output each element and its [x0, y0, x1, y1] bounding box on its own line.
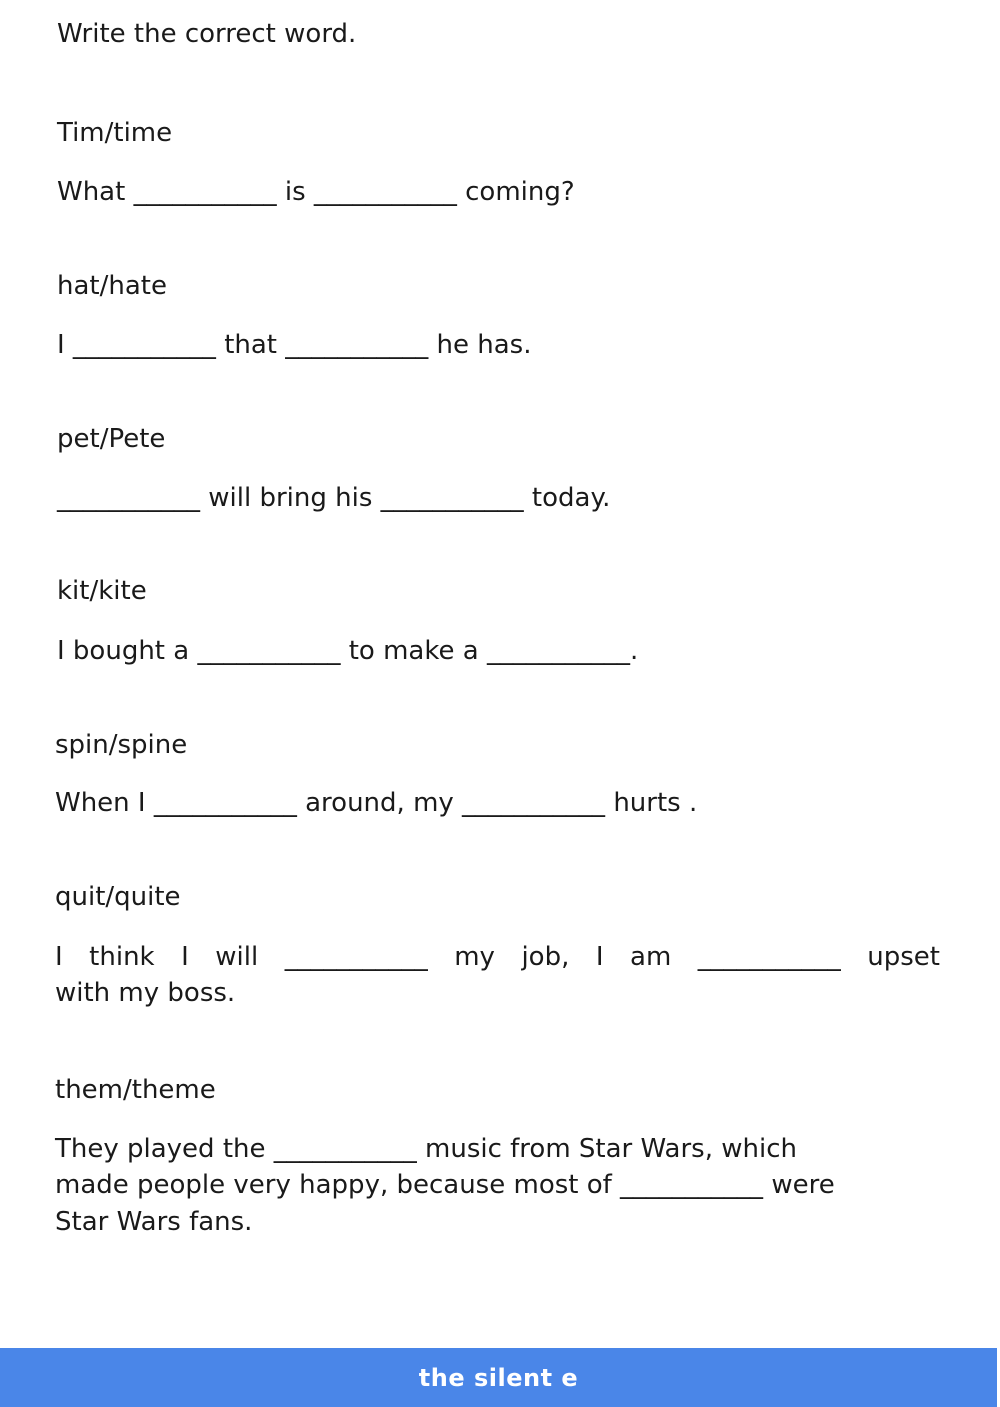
sentence-6-line-2: with my boss.: [55, 978, 236, 1008]
word: I: [595, 942, 604, 972]
word: think: [89, 942, 155, 972]
word: I: [181, 942, 189, 972]
word-pair-3: pet/Pete: [57, 424, 166, 454]
word: job,: [521, 942, 570, 972]
blank: ___________: [284, 942, 428, 972]
footer-bar: [0, 1348, 997, 1407]
word-pair-4: kit/kite: [57, 576, 147, 606]
word-pair-6: quit/quite: [55, 882, 181, 912]
sentence-5: When I ___________ around, my ___________ hurts .: [55, 788, 698, 818]
word-pair-1: Tim/time: [57, 118, 173, 148]
sentence-1: What ___________ is ___________ coming?: [57, 177, 575, 207]
word: I: [55, 942, 63, 972]
sentence-7-line-3: Star Wars fans.: [55, 1207, 253, 1237]
word-pair-2: hat/hate: [57, 271, 167, 301]
word: my: [454, 942, 495, 972]
word: upset: [867, 942, 940, 972]
word-pair-7: them/theme: [55, 1075, 216, 1105]
sentence-4: I bought a ___________ to make a ___________.: [57, 636, 639, 666]
sentence-3: ___________ will bring his ___________ today.: [57, 483, 611, 513]
footer-title: the silent e: [418, 1363, 579, 1392]
word-pair-5: spin/spine: [55, 730, 188, 760]
instructions: Write the correct word.: [57, 19, 357, 49]
sentence-7-line-2: made people very happy, because most of ___________ were: [55, 1170, 835, 1200]
blank: ___________: [697, 942, 841, 972]
sentence-2: I ___________ that ___________ he has.: [57, 330, 532, 360]
word: will: [215, 942, 259, 972]
sentence-6-line-1: [55, 939, 940, 975]
word: am: [630, 942, 672, 972]
sentence-7-line-1: They played the ___________ music from Star Wars, which: [55, 1134, 797, 1164]
